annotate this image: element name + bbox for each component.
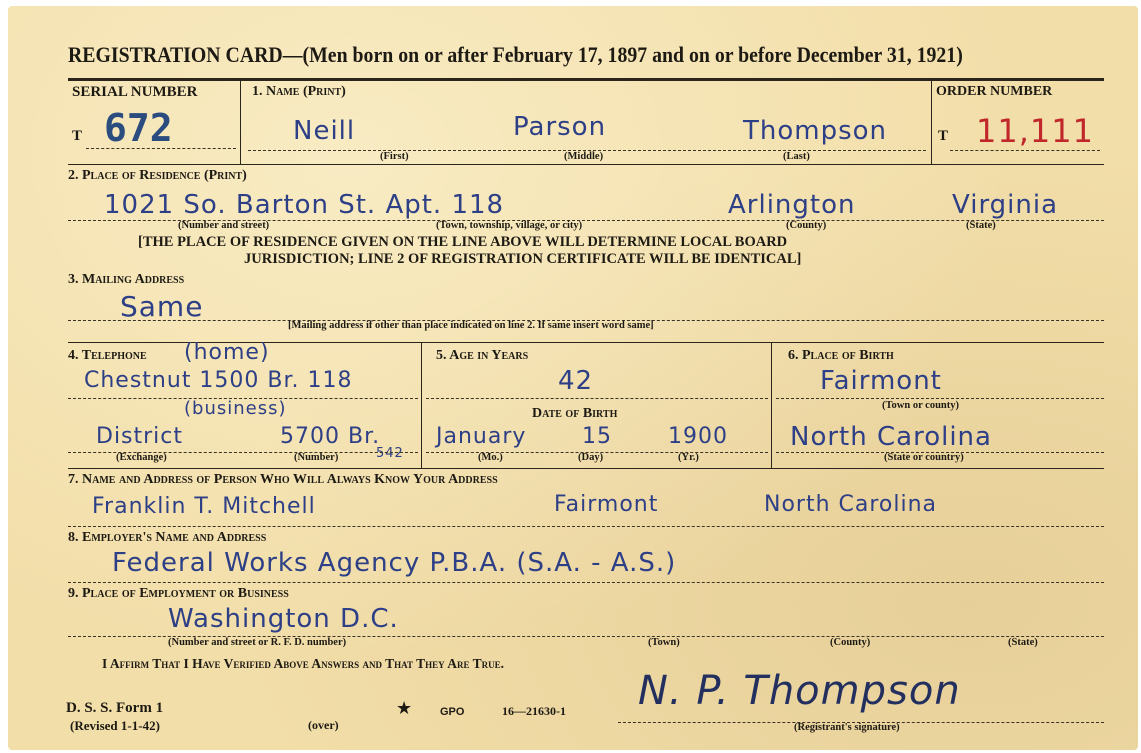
over-note: (over) (308, 718, 339, 732)
affirm-text: I Affirm That I Have Verified Above Answers and That They Are True. (102, 656, 504, 671)
name-first-caption: (First) (380, 151, 409, 162)
mailing-note: [Mailing address if other than place indicated on line 2. If same insert word same] (288, 320, 654, 331)
serial-prefix: T (72, 128, 83, 144)
telephone-business-ext: 542 (376, 446, 404, 461)
telephone-business-number: 5700 Br. (280, 424, 381, 449)
order-line (950, 150, 1100, 151)
star-icon: ★ (396, 698, 413, 718)
birthplace-label: 6. Place of Birth (788, 348, 894, 363)
name-first: Neill (293, 116, 356, 146)
age-value: 42 (558, 366, 594, 396)
telephone-home-note: (home) (184, 340, 270, 365)
number-caption: (Number) (294, 452, 339, 463)
order-prefix: T (938, 128, 949, 144)
order-divider (931, 78, 932, 164)
birthplace-state: North Carolina (790, 422, 992, 452)
dob-day: 15 (582, 424, 612, 449)
residence-state-caption: (State) (966, 220, 996, 231)
residence-label: 2. Place of Residence (Print) (68, 168, 247, 183)
mailing-label: 3. Mailing Address (68, 272, 185, 287)
residence-state: Virginia (952, 190, 1059, 220)
residence-street: 1021 So. Barton St. Apt. 118 (104, 190, 505, 220)
telephone-business-note: (business) (184, 398, 287, 419)
birthplace-town: Fairmont (820, 366, 942, 396)
serial-line (86, 148, 236, 149)
telephone-home-value: Chestnut 1500 Br. 118 (84, 368, 353, 393)
order-value: 11,111 (976, 112, 1094, 150)
employment-county-caption: (County) (830, 637, 871, 648)
dob-day-caption: (Day) (578, 452, 604, 463)
card-title: REGISTRATION CARD—(Men born on or after February 17, 1897 and on or before December 31, 1921) (68, 42, 963, 67)
order-label: ORDER NUMBER (936, 84, 1053, 99)
residence-notice-2: JURISDICTION; LINE 2 OF REGISTRATION CERTIFICATE WILL BE IDENTICAL] (244, 251, 802, 267)
serial-divider (240, 78, 241, 164)
name-label: 1. Name (Print) (252, 84, 346, 99)
contact-town: Fairmont (554, 492, 659, 517)
employment-town-caption: (Town) (648, 637, 680, 648)
employer-line (68, 582, 1104, 583)
form-revised: (Revised 1-1-42) (70, 718, 160, 733)
employer-value: Federal Works Agency P.B.A. (S.A. - A.S.) (112, 548, 677, 578)
birthplace-state-caption: (State or country) (884, 452, 964, 463)
dob-month: January (436, 424, 527, 449)
dob-label: Date of Birth (532, 406, 618, 421)
employment-state-caption: (State) (1008, 637, 1038, 648)
registrant-signature: N. P. Thompson (638, 668, 961, 714)
dob-mo-caption: (Mo.) (478, 452, 503, 463)
name-last: Thompson (743, 116, 888, 146)
employment-label: 9. Place of Employment or Business (68, 586, 289, 601)
contact-label: 7. Name and Address of Person Who Will Always Know Your Address (68, 472, 498, 487)
employment-value: Washington D.C. (168, 604, 399, 634)
row1-rule (68, 164, 1104, 165)
exchange-caption: (Exchange) (116, 452, 167, 463)
residence-notice-1: [THE PLACE OF RESIDENCE GIVEN ON THE LINE ABOVE WILL DETERMINE LOCAL BOARD (138, 234, 788, 250)
serial-label: SERIAL NUMBER (72, 84, 198, 100)
residence-county: Arlington (728, 190, 856, 220)
birthplace-town-caption: (Town or county) (882, 400, 960, 411)
top-rule (68, 78, 1104, 81)
birthplace-town-line (776, 398, 1104, 399)
contact-name: Franklin T. Mitchell (92, 494, 316, 519)
age-line (426, 398, 768, 399)
name-last-caption: (Last) (783, 151, 810, 162)
phone-divider (421, 342, 422, 468)
signature-caption: (Registrant's signature) (794, 722, 900, 733)
employment-street-caption: (Number and street or R. F. D. number) (168, 637, 347, 648)
gpo-number: 16—21630-1 (502, 704, 566, 718)
gpo-mark: GPO (440, 706, 465, 718)
residence-town-caption: (Town, township, village, or city) (436, 220, 583, 231)
mailing-value: Same (120, 290, 204, 323)
name-middle-caption: (Middle) (564, 151, 604, 162)
form-number: D. S. S. Form 1 (66, 700, 164, 716)
dob-yr-caption: (Yr.) (678, 452, 699, 463)
telephone-business-exchange: District (96, 424, 184, 449)
telephone-label: 4. Telephone (68, 348, 147, 363)
birth-divider (771, 342, 772, 468)
employer-label: 8. Employer's Name and Address (68, 530, 267, 545)
age-label: 5. Age in Years (436, 348, 529, 363)
registration-card (8, 6, 1138, 750)
residence-county-caption: (County) (786, 220, 827, 231)
residence-street-caption: (Number and street) (178, 220, 270, 231)
dob-year: 1900 (668, 424, 728, 449)
contact-line (68, 526, 1104, 527)
row6-rule (68, 468, 1104, 469)
serial-value: 672 (104, 106, 173, 150)
contact-state: North Carolina (764, 492, 938, 517)
name-middle: Parson (513, 112, 607, 142)
